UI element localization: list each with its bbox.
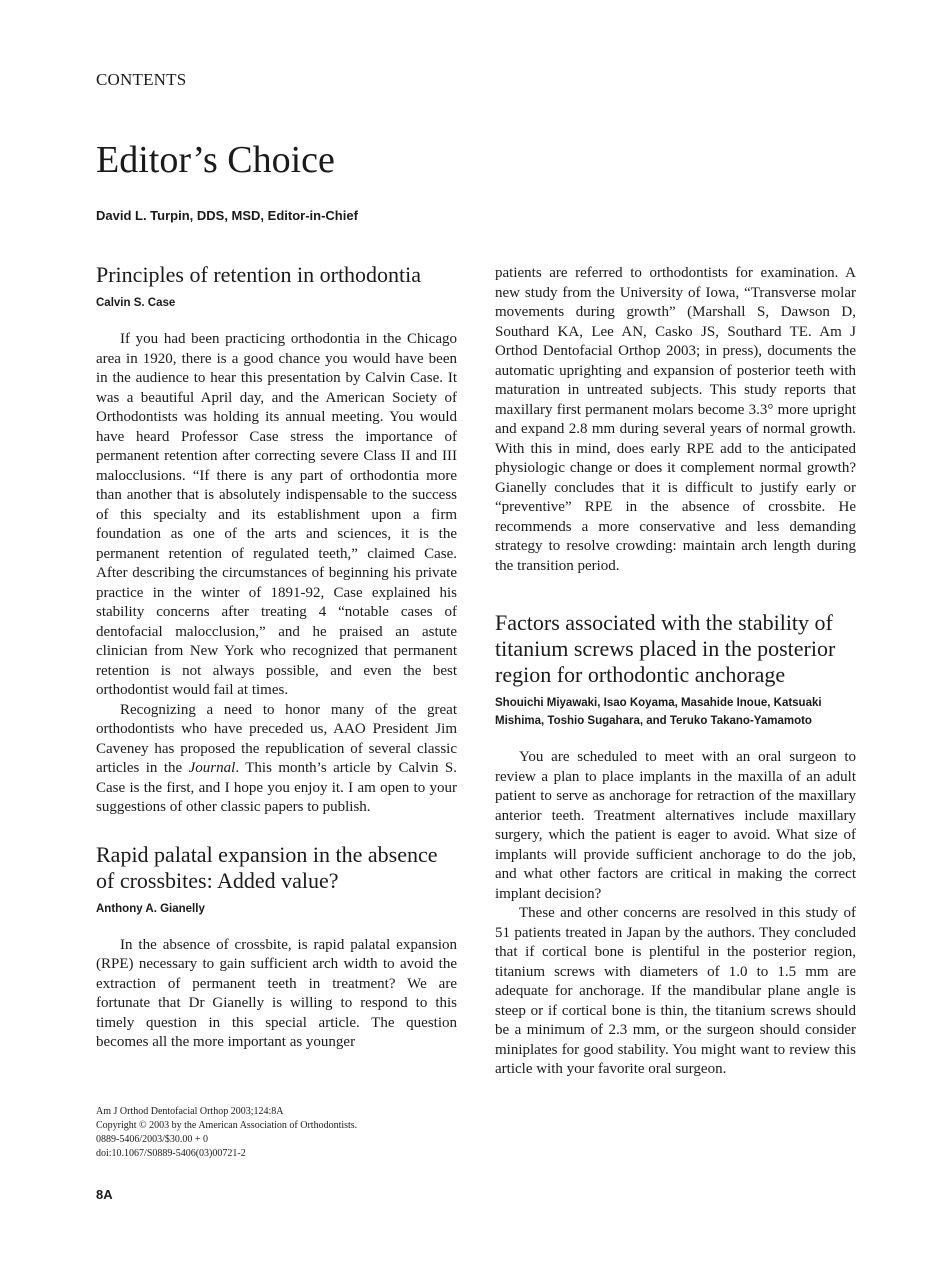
article-paragraph: If you had been practicing orthodontia in the Chicago area in 1920, there is a good chance you would have been in the audience to hear this presentation by Calvin Case. It was a beautiful April day, and the American Society of Orthodontists was holding its annual meeting. You would have heard Professor Case stress the importance of permanent retention after correcting severe Class II and III malocclusions. “If there is any part of orthodontia more than another that is absolutely indispensable to the success of this specialty and its establishment upon a firm foundation as one of the arts and sciences, it is the permanent retention of regulated teeth,” claimed Case. After describing the circumstances of beginning his private practice in the winter of 1891-92, Case explained his stability concerns after treating 4 “notable cases of dentofacial malocclusion,” and he praised an astute clinician from New York who recognized that permanent retention is not always possible, and even the best orthodontist would fail at times.: [96, 331, 457, 698]
article-rpe: [96, 842, 457, 1053]
article-paragraph: In the absence of crossbite, is rapid palatal expansion (RPE) necessary to gain sufficient arch width to avoid the extraction of permanent teeth in treatment? We are fortunate that Dr Gianelly is willing to respond to this timely question in this special article. The question becomes all the more important as younger: [96, 936, 457, 1050]
citation: Am J Orthod Dentofacial Orthop 2003;124:8A: [96, 1106, 284, 1117]
article-title: Rapid palatal expansion in the absence of crossbites: Added value?: [96, 841, 438, 893]
page-title: Editor’s Choice: [96, 139, 335, 181]
article-paragraph: [96, 701, 457, 818]
paragraph-text: . This month’s article by Calvin S. Case is the first, and I hope you enjoy it. I am open to your suggestions of other classic papers to publish.: [96, 760, 458, 815]
article-paragraph: These and other concerns are resolved in this study of 51 patients treated in Japan by the authors. They concluded that if cortical bone is plentiful in the posterior region, titanium screws with diameters of 1.0 to 1.5 mm are adequate for anchorage. If the mandibular plane angle is steep or if cortical bone is thin, the titanium screws should be a minimum of 2.3 mm, or the surgeon should consider miniplates for good stability. You might want to review this article with your favorite oral surgeon.: [495, 905, 856, 1077]
article-author: Shouichi Miyawaki, Isao Koyama, Masahide Inoue, Katsuaki Mishima, Toshio Sugahara, and Teruko Takano-Yamamoto: [495, 697, 822, 727]
footer-citation: [96, 1105, 357, 1161]
article-titanium-screws: [495, 610, 856, 1080]
article-paragraph-continued: patients are referred to orthodontists for examination. A new study from the University of Iowa, “Transverse molar movements during growth” (Marshall S, Dawson D, Southard KA, Lee AN, Casko JS, Southard TE. Am J Orthod Dentofacial Orthop 2003; in press), documents the automatic uprighting and expansion of posterior teeth with maturation in untreated subjects. This study reports that maxillary first permanent molars become 3.3° more upright and expand 2.8 mm during several years of normal growth. With this in mind, does early RPE add to the anticipated physiologic change or does it complement normal growth? Gianelly concludes that it is difficult to justify early or “preventive” RPE in the absence of crossbite. He recommends a more conservative and less demanding strategy to resolve crowding: maintain arch length during the transition period.: [495, 265, 856, 574]
left-column: [96, 262, 457, 1053]
article-author: Calvin S. Case: [96, 297, 176, 309]
article-author: Anthony A. Gianelly: [96, 902, 205, 915]
article-title: Factors associated with the stability of titanium screws placed in the posterior region for orthodontic anchorage: [495, 610, 836, 687]
editor-byline: David L. Turpin, DDS, MSD, Editor-in-Chief: [96, 208, 358, 223]
section-label: CONTENTS: [96, 70, 187, 89]
issn: 0889-5406/2003/$30.00 + 0: [96, 1134, 209, 1145]
right-column: [495, 264, 856, 1080]
doi: doi:10.1067/S0889-5406(03)00721-2: [96, 1148, 246, 1159]
paragraph-text: Recognizing a need to honor many of the great orthodontists who have preceded us, AAO President Jim Caveney has proposed the republication of several classic articles in the: [96, 701, 457, 776]
page-number: 8A: [96, 1187, 113, 1202]
article-retention: [96, 262, 457, 818]
journal-italic: Journal: [188, 760, 236, 776]
article-title: Principles of retention in orthodontia: [96, 262, 422, 287]
article-paragraph: You are scheduled to meet with an oral surgeon to review a plan to place implants in the maxilla of an adult patient to serve as anchorage for retraction of the maxillary anterior teeth. Treatment alternatives include maxillary surgery, which the patient is eager to avoid. What size of implants will provide sufficient anchorage to do the job, and what other factors are critical in making the correct implant decision?: [495, 749, 856, 902]
copyright: Copyright © 2003 by the American Association of Orthodontists.: [96, 1120, 358, 1131]
